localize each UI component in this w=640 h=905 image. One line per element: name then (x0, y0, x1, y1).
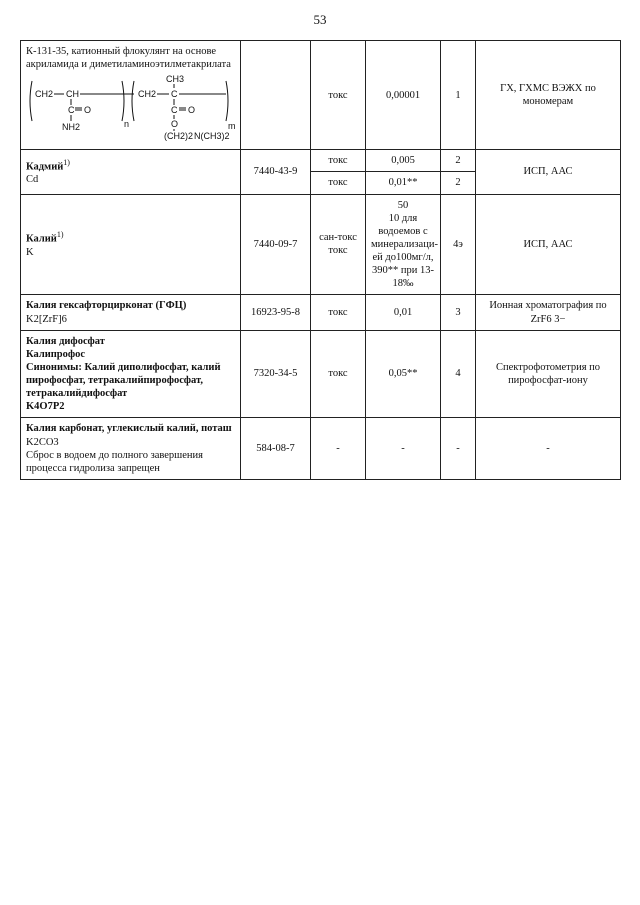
hazard-class: 2 (441, 172, 476, 194)
atom-o: O (84, 105, 92, 116)
substance-name: Кадмий (26, 161, 64, 172)
chemical-formula: K2CO3 (26, 436, 59, 448)
substance-name: Калия карбонат, углекислый калий, поташ (26, 423, 232, 435)
cas-number: 7440-43-9 (241, 150, 311, 194)
substance-name-cell (21, 418, 241, 480)
cas-number: 584-08-7 (241, 418, 311, 480)
limit-value: 50 (397, 199, 409, 211)
table-row (21, 150, 621, 172)
chemical-formula: Cd (26, 174, 39, 186)
hazard-indicator: токс (311, 295, 366, 330)
substance-name: К-131-35, катионный флокулянт на основе акриламида и диметиламиноэтилметакрилата (26, 46, 231, 71)
atom-ch2: CH2 (35, 89, 54, 100)
footnote-ref: 1) (56, 230, 64, 240)
hazard-indicator-secondary: токс (328, 245, 348, 257)
substance-name-cell (21, 330, 241, 418)
analysis-method: ГХ, ГХМС ВЭЖХ по мономерам (476, 41, 621, 150)
table-row (21, 418, 621, 480)
structural-formula (26, 73, 236, 143)
table-row (21, 295, 621, 330)
analysis-method: - (476, 418, 621, 480)
analysis-method: ИСП, ААС (476, 150, 621, 194)
table-row (21, 330, 621, 418)
substance-name: Калий (26, 233, 57, 245)
limit-value: - (366, 418, 441, 480)
chemical-formula: K (26, 246, 34, 258)
subscript-n: n (124, 119, 130, 130)
atom-o-ester: O (171, 119, 179, 130)
cas-number: 7320-34-5 (241, 330, 311, 418)
atom-ch2-b: CH2 (138, 89, 157, 100)
footnote-ref: 1) (63, 157, 70, 167)
atom-c-ester: C (171, 105, 178, 116)
cas-number (241, 41, 311, 150)
hazard-indicator: токс (311, 41, 366, 150)
analysis-method: ИСП, ААС (476, 194, 621, 295)
atom-c: C (68, 105, 75, 116)
synonyms: Синонимы: Калий диполифосфат, калий пирофосфат, тетракалийпирофосфат, тетракалийдифосфат (26, 361, 221, 400)
substance-name: Калия гексафторцирконат (ГФЦ) (26, 300, 187, 312)
table-row (21, 41, 621, 150)
cas-number: 7440-09-7 (241, 194, 311, 295)
substance-name-cell (21, 150, 241, 194)
analysis-method: Спектрофотометрия по пирофосфат-иону (476, 330, 621, 418)
limit-value: 0,01** (366, 172, 441, 194)
atom-ch2-chain: (CH2)2 (164, 131, 194, 142)
limit-value: 0,00001 (366, 41, 441, 150)
hazard-class: 3 (441, 295, 476, 330)
substance-name-cell (21, 194, 241, 295)
table-row (21, 194, 621, 295)
atom-c-quat: C (171, 89, 178, 100)
atom-n-dimethyl: N(CH3)2 (194, 131, 230, 142)
discharge-note: Сброс в водоем до полного завершения процесса гидролиза запрещен (26, 449, 203, 474)
hazard-class: - (441, 418, 476, 480)
substance-name: Калия дифосфат (26, 335, 105, 347)
chemical-formula: K4O7P2 (26, 401, 65, 413)
atom-nh2: NH2 (62, 122, 81, 133)
limit-value-cell (366, 194, 441, 295)
hazard-indicator: токс (311, 172, 366, 194)
atom-ch: CH (66, 89, 79, 100)
trade-name: Калипрофос (26, 348, 86, 360)
atom-o-carbonyl: O (188, 105, 196, 116)
hazard-class: 1 (441, 41, 476, 150)
limit-value: 0,005 (366, 150, 441, 172)
limit-value: 0,05** (366, 330, 441, 418)
hazard-class: 4э (441, 194, 476, 295)
cas-number: 16923-95-8 (241, 295, 311, 330)
hazard-class: 4 (441, 330, 476, 418)
substance-name-cell (21, 295, 241, 330)
subscript-m: m (228, 121, 236, 132)
limit-value: 0,01 (366, 295, 441, 330)
substance-table (20, 40, 621, 480)
limit-value-note: 10 для водоемов с минерализаци-ей до100мг/л, (371, 212, 438, 263)
hazard-indicator-cell (311, 194, 366, 295)
chemical-formula: K2[ZrF]6 (26, 313, 67, 325)
hazard-indicator: токс (311, 150, 366, 172)
substance-name-cell (21, 41, 241, 150)
limit-value-note: 390** при 13-18‰ (372, 265, 434, 290)
hazard-class: 2 (441, 150, 476, 172)
hazard-indicator: сан-токс (319, 232, 357, 244)
page-number: 53 (313, 12, 327, 27)
hazard-indicator: токс (311, 330, 366, 418)
atom-ch3: CH3 (166, 74, 185, 85)
hazard-indicator: - (311, 418, 366, 480)
analysis-method: Ионная хроматография по ZrF6 3− (476, 295, 621, 330)
